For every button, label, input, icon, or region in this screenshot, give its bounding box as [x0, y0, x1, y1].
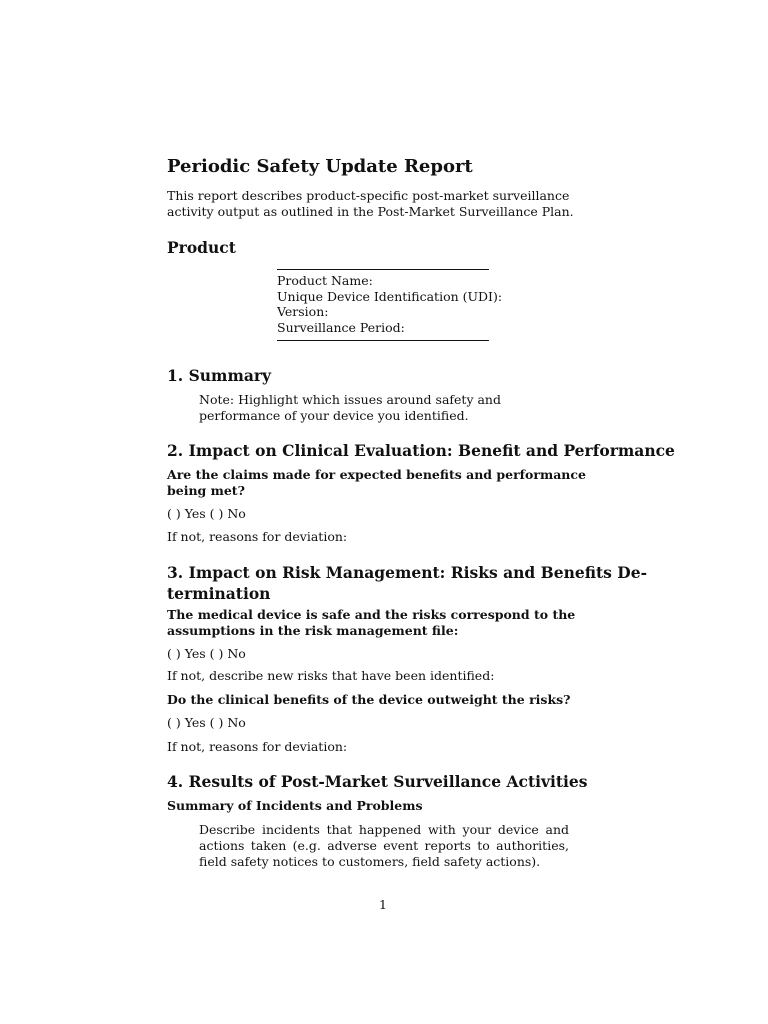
new-risks-label: If not, describe new risks that have been identified:	[167, 668, 495, 683]
intro-paragraph: This report describes product-specific post-market surveillance activity output as outlined in the Post-Market Surveillance Plan.	[167, 188, 574, 219]
product-name-label: Product Name:	[277, 273, 373, 288]
clinical-yes-no[interactable]: ( ) Yes ( ) No	[167, 506, 246, 521]
risk-question-2: Do the clinical benefits of the device outweight the risks?	[167, 692, 571, 707]
risk-question-1: The medical device is safe and the risks correspond to the assumptions in the risk management file:	[167, 607, 576, 638]
product-info-table	[277, 269, 503, 341]
clinical-question: Are the claims made for expected benefits and performance being met?	[167, 467, 586, 498]
version-label: Version:	[277, 304, 329, 319]
summary-note: Note: Highlight which issues around safety and performance of your device you identified.	[199, 392, 501, 423]
udi-label: Unique Device Identification (UDI):	[277, 289, 503, 304]
risk-management-heading	[167, 563, 648, 603]
pms-results-heading: 4. Results of Post-Market Surveillance Activities	[167, 772, 588, 791]
incidents-subheading: Summary of Incidents and Problems	[167, 798, 423, 813]
risk-heading-line-1: 3. Impact on Risk Management: Risks and Benefits De-	[167, 563, 648, 582]
product-heading: Product	[167, 238, 236, 257]
incidents-description: Describe incidents that happened with your device and actions taken (e.g. adverse event reports to authorities, field safety notices to customers, field safety actions).	[199, 822, 569, 869]
risk-heading-line-2: termination	[167, 584, 271, 603]
risk-yes-no-2[interactable]: ( ) Yes ( ) No	[167, 715, 246, 730]
page-number: 1	[379, 897, 387, 912]
clinical-evaluation-heading: 2. Impact on Clinical Evaluation: Benefit and Performance	[167, 441, 675, 460]
summary-heading: 1. Summary	[167, 366, 272, 385]
clinical-deviation-label: If not, reasons for deviation:	[167, 529, 348, 544]
surveillance-period-label: Surveillance Period:	[277, 320, 405, 335]
risk-yes-no-1[interactable]: ( ) Yes ( ) No	[167, 646, 246, 661]
document-title: Periodic Safety Update Report	[167, 156, 473, 177]
risk-deviation-label: If not, reasons for deviation:	[167, 739, 348, 754]
